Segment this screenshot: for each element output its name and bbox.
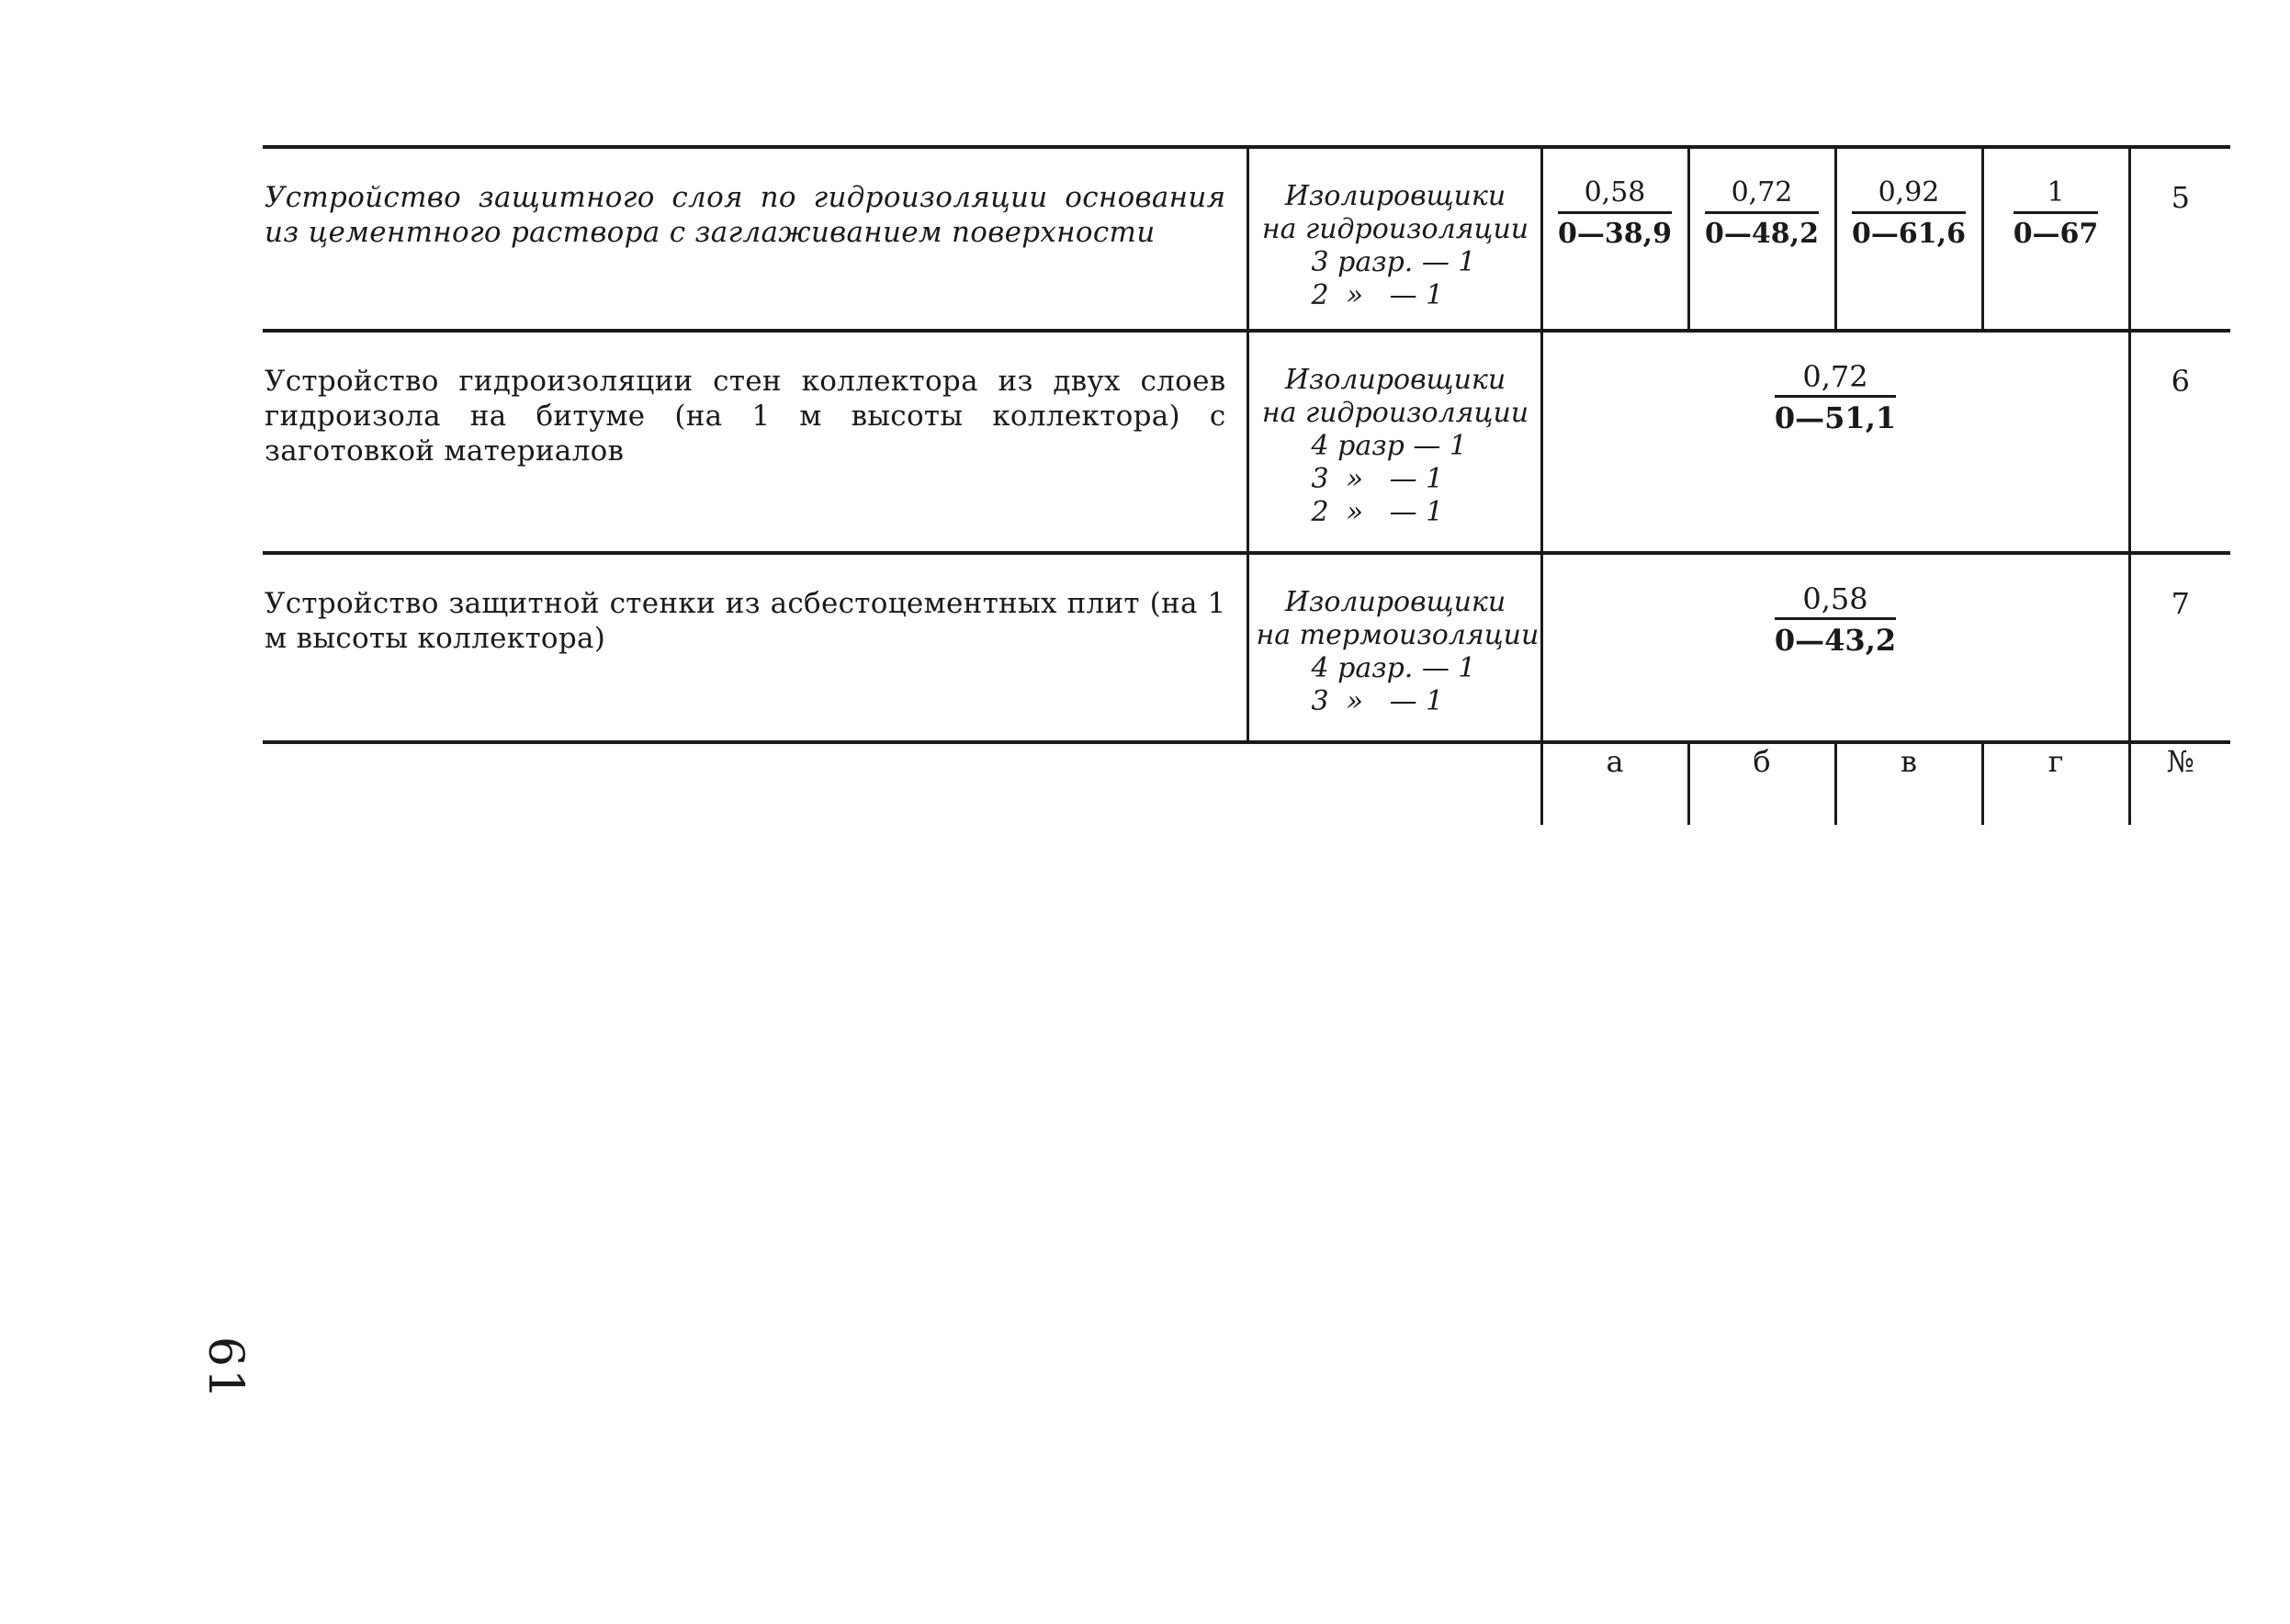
legend-b: б	[1688, 742, 1835, 825]
merged-value-cell	[1541, 553, 2129, 742]
norms-table	[263, 145, 2230, 825]
crew-line: 4 разр — 1	[1311, 430, 1467, 462]
crew-line: Изолировщики	[1284, 364, 1506, 396]
legend-spacer	[263, 742, 1247, 825]
merged-value-cell	[1541, 331, 2129, 553]
norm-price: 0—61,6	[1852, 218, 1966, 250]
crew-line: 4 разр. — 1	[1311, 652, 1476, 684]
norm-time: 0,72	[1705, 176, 1819, 214]
norm-price: 0—67	[2013, 218, 2099, 250]
crew-line: 2 » — 1	[1311, 279, 1444, 311]
crew-line: 2 » — 1	[1311, 496, 1444, 528]
norm-price: 0—43,2	[1774, 623, 1897, 658]
value-cell-g	[1982, 147, 2129, 331]
legend-g: г	[1982, 742, 2129, 825]
norm-fraction	[1775, 360, 1896, 436]
crew-line: 3 » — 1	[1311, 463, 1444, 495]
legend-number: №	[2129, 742, 2230, 825]
crew-line: 3 » — 1	[1311, 685, 1444, 717]
crew-line: на термоизоляции	[1256, 619, 1540, 651]
norm-price: 0—38,9	[1558, 218, 1672, 250]
norm-fraction	[1775, 582, 1896, 659]
crew-line: на гидроизоляции	[1261, 213, 1529, 245]
crew-line: Изолировщики	[1284, 180, 1506, 212]
work-description: Устройство защитного слоя по гидроизоляции основания из цементного раствора с заглаживанием поверхности	[263, 147, 1247, 331]
legend-a: а	[1541, 742, 1688, 825]
crew-line: 3 разр. — 1	[1311, 246, 1476, 278]
crew-line: Изолировщики	[1284, 586, 1506, 618]
legend-spacer	[1247, 742, 1541, 825]
crew-line: на гидроизоляции	[1261, 397, 1529, 429]
norm-time: 0,92	[1852, 176, 1966, 214]
norm-price: 0—48,2	[1705, 218, 1819, 250]
value-cell-a	[1541, 147, 1688, 331]
norm-fraction	[2014, 176, 2099, 253]
crew-composition	[1247, 147, 1541, 331]
norm-fraction	[1852, 176, 1966, 253]
value-cell-v	[1835, 147, 1982, 331]
row-number: 6	[2129, 331, 2230, 553]
page-number: 61	[197, 1336, 254, 1402]
table-row	[263, 147, 2230, 331]
norm-time: 0,72	[1775, 360, 1896, 398]
work-description: Устройство гидроизоляции стен коллектора из двух слоев гидроизола на битуме (на 1 м высоты коллектора) с заготовкой материалов	[263, 331, 1247, 553]
table-row	[263, 553, 2230, 742]
row-number: 5	[2129, 147, 2230, 331]
norm-time: 0,58	[1558, 176, 1672, 214]
norm-price: 0—51,1	[1774, 400, 1897, 435]
row-number: 7	[2129, 553, 2230, 742]
crew-composition	[1247, 331, 1541, 553]
column-legend-row	[263, 742, 2230, 825]
crew-composition	[1247, 553, 1541, 742]
value-cell-b	[1688, 147, 1835, 331]
norm-fraction	[1558, 176, 1672, 253]
norms-table-wrap	[263, 145, 2230, 825]
work-description: Устройство защитной стенки из асбестоцементных плит (на 1 м высоты коллектора)	[263, 553, 1247, 742]
norm-time: 1	[2014, 176, 2099, 214]
legend-v: в	[1835, 742, 1982, 825]
table-row	[263, 331, 2230, 553]
norm-fraction	[1705, 176, 1819, 253]
norm-time: 0,58	[1775, 582, 1896, 620]
